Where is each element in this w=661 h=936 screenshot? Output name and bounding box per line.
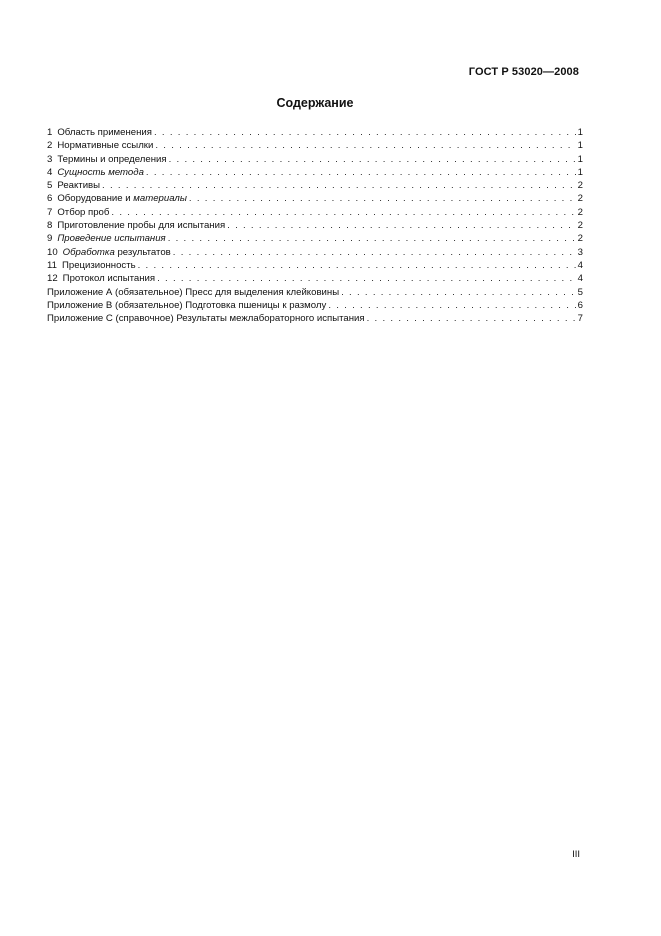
toc-entry-title	[57, 206, 109, 219]
toc-entry-title	[57, 139, 153, 152]
toc-entry-page: 2	[577, 180, 583, 192]
toc-entry-title	[57, 166, 144, 179]
toc-entry-page: 2	[577, 220, 583, 232]
toc-entry[interactable]	[47, 299, 583, 312]
toc-dot-leader	[189, 192, 576, 205]
toc-entry-title	[57, 126, 152, 139]
toc-entry[interactable]	[47, 192, 583, 205]
toc-entry-title	[57, 179, 100, 192]
toc-dot-leader	[341, 286, 576, 299]
toc-entry-page: 2	[577, 233, 583, 245]
toc-dot-leader	[155, 139, 575, 152]
toc-entry[interactable]	[47, 286, 583, 299]
toc-entry-page: 1	[577, 166, 583, 178]
toc-entry-title	[57, 232, 165, 245]
toc-dot-leader	[367, 312, 576, 325]
standard-code: ГОСТ Р 53020—2008	[468, 66, 579, 78]
toc-entry[interactable]	[47, 219, 583, 232]
toc-dot-leader	[111, 206, 575, 219]
toc-entry-page: 2	[577, 206, 583, 218]
toc-entry-title-part: Приложение В (обязательное) Подготовка пшеницы к размолу	[47, 299, 327, 311]
toc-entry[interactable]	[47, 259, 583, 272]
toc-entry-page: 7	[577, 313, 583, 325]
toc-entry-title	[63, 272, 155, 285]
toc-entry-number: 10	[47, 246, 58, 258]
toc-entry-title	[63, 246, 171, 259]
toc-entry-title	[47, 312, 365, 325]
table-of-contents	[47, 126, 583, 325]
toc-dot-leader	[146, 166, 576, 179]
toc-entry-title-part: Термины и определения	[57, 153, 167, 165]
toc-entry-number: 2	[47, 140, 53, 152]
toc-entry-title-part: материалы	[133, 193, 187, 205]
toc-entry-title	[57, 219, 225, 232]
toc-entry-number: 1	[47, 127, 53, 138]
toc-entry-number: 5	[47, 180, 53, 192]
toc-entry-number: 7	[47, 206, 53, 218]
toc-entry-title-part: Прецизионность	[61, 259, 136, 271]
toc-entry-number: 8	[47, 220, 53, 232]
toc-entry-title-part: Оборудование и	[57, 193, 134, 205]
toc-dot-leader	[102, 179, 576, 192]
toc-entry[interactable]	[47, 246, 583, 259]
toc-entry-page: 5	[577, 286, 583, 298]
toc-dot-leader	[173, 246, 576, 259]
toc-entry-number: 6	[47, 193, 53, 205]
toc-entry-title-part: Отбор проб	[57, 206, 110, 218]
toc-entry-title-part: результатов	[114, 246, 171, 258]
toc-entry-number: 4	[47, 166, 53, 178]
toc-entry-title-part: Область применения	[57, 127, 152, 138]
toc-dot-leader	[138, 259, 576, 272]
toc-entry-number: 3	[47, 153, 53, 165]
toc-entry-page: 4	[577, 259, 583, 271]
toc-entry-title-part: Проведение испытания	[57, 233, 166, 245]
toc-entry-title	[57, 153, 166, 166]
toc-dot-leader	[168, 232, 576, 245]
toc-entry[interactable]	[47, 166, 583, 179]
toc-dot-leader	[157, 272, 576, 285]
toc-entry-title	[47, 299, 326, 312]
toc-entry[interactable]	[47, 139, 583, 152]
toc-entry[interactable]	[47, 312, 583, 325]
toc-dot-leader	[328, 299, 575, 312]
toc-entry-title	[57, 192, 187, 205]
toc-entry-page: 3	[577, 246, 583, 258]
toc-entry-number: 9	[47, 233, 53, 245]
toc-entry-page: 6	[577, 299, 583, 311]
toc-entry[interactable]	[47, 272, 583, 285]
toc-entry-page: 2	[577, 193, 583, 205]
toc-entry-page: 1	[577, 153, 583, 165]
toc-dot-leader	[154, 126, 576, 139]
toc-entry-title-part: Обработка	[62, 246, 115, 258]
toc-entry-number: 12	[47, 273, 58, 285]
toc-entry-title-part: Приложение А (обязательное) Пресс для выделения клейковины	[47, 286, 340, 298]
toc-entry[interactable]	[47, 179, 583, 192]
toc-entry[interactable]	[47, 153, 583, 166]
toc-dot-leader	[227, 219, 576, 232]
toc-entry-title-part: Приложение С (справочное) Результаты межлабораторного испытания	[47, 313, 365, 325]
toc-dot-leader	[169, 153, 576, 166]
toc-entry-title-part: Протокол испытания	[62, 273, 156, 285]
toc-entry-page: 1	[577, 140, 583, 152]
toc-entry-title-part: Приготовление пробы для испытания	[57, 220, 226, 232]
toc-entry-page: 1	[577, 127, 583, 138]
toc-entry-page: 4	[577, 273, 583, 285]
toc-entry-title-part: Нормативные ссылки	[57, 140, 154, 152]
toc-entry[interactable]	[47, 206, 583, 219]
page-number: III	[572, 849, 580, 860]
toc-entry-title-part: Реактивы	[57, 180, 101, 192]
toc-entry-number: 11	[47, 259, 57, 271]
toc-entry-title-part: Сущность метода	[57, 166, 144, 178]
toc-entry[interactable]	[47, 232, 583, 245]
toc-title: Содержание	[276, 96, 354, 110]
toc-entry-title	[62, 259, 136, 272]
toc-entry-title	[47, 286, 339, 299]
toc-entry[interactable]	[47, 126, 583, 139]
